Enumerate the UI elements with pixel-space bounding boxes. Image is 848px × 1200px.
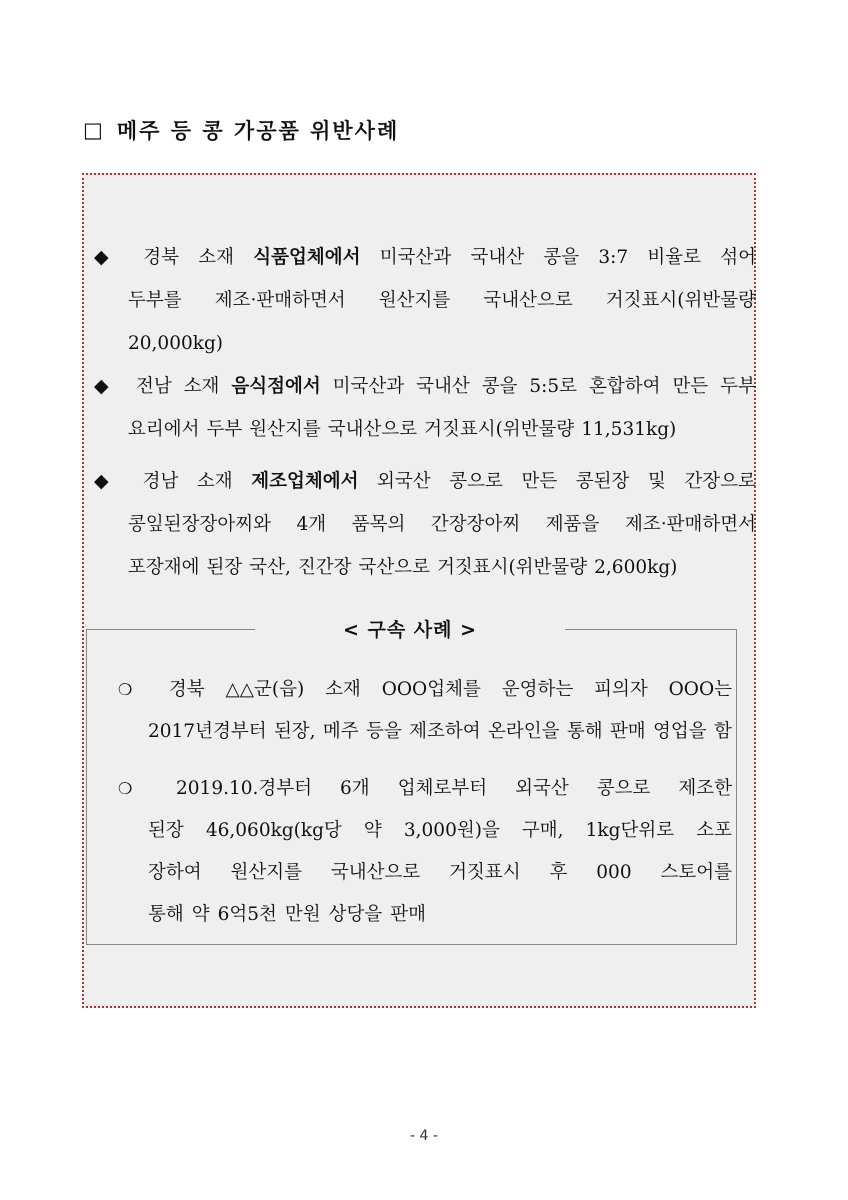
arrest-word: 콩으로 — [596, 778, 651, 799]
arrest-word: 장하여 — [148, 862, 202, 883]
arrest-word: OOO업체를 — [381, 679, 481, 700]
case-word: 11,531kg) — [581, 419, 677, 440]
arrest-word: 외국산 — [515, 778, 569, 799]
case-word: 콩잎된장장아찌와 — [128, 514, 271, 535]
arrest-word: 판매 — [390, 904, 427, 925]
violation-case — [94, 365, 756, 451]
case-word: 제품을 — [545, 514, 600, 535]
arrest-word: 통해 — [148, 904, 184, 925]
case-word: 된장 — [206, 557, 243, 578]
violation-case — [94, 236, 756, 365]
arrest-word: 제조한 — [678, 778, 732, 799]
arrest-word: 46,060kg(kg당 — [205, 820, 342, 841]
case-word: 20,000kg) — [128, 333, 224, 354]
case-word: 두부를 — [128, 290, 182, 311]
arrest-word: △△군(읍) — [225, 679, 305, 700]
page-number: - 4 - — [410, 1128, 438, 1144]
arrest-word: 소재 — [325, 679, 361, 700]
case-word: 원산지를 — [249, 419, 321, 440]
arrest-word: 영업을 — [653, 721, 707, 742]
arrest-line — [118, 852, 732, 894]
case-word: 3:7 — [598, 247, 629, 268]
arrest-word: 된장 — [148, 820, 184, 841]
case-word: 5:5로 — [529, 376, 578, 397]
case-word: 간장으로 — [684, 471, 756, 492]
case-word: 전남 — [135, 376, 172, 397]
arrest-case — [118, 768, 732, 936]
arrest-case — [118, 669, 732, 753]
case-line — [94, 236, 756, 279]
arrest-word: 상당을 — [328, 904, 383, 925]
case-word: 거짓표시(위반물량 — [424, 419, 575, 440]
case-word: 2,600kg) — [594, 557, 678, 578]
case-word: 거짓표시(위반물량 — [605, 290, 756, 311]
arrest-line — [118, 810, 732, 852]
case-word: 음식점에서 — [231, 376, 321, 397]
arrest-line — [118, 669, 732, 711]
arrest-line — [118, 768, 732, 810]
arrest-word: 운영하는 — [501, 679, 574, 700]
case-word: 비율로 — [647, 247, 701, 268]
case-word: 소재 — [183, 376, 220, 397]
case-word: 식품업체에서 — [253, 247, 361, 268]
case-word: 포장재에 — [128, 557, 200, 578]
case-line — [94, 279, 756, 322]
case-word: 요리에서 — [128, 419, 200, 440]
checkbox-square-icon: □ — [83, 118, 105, 142]
arrest-word: 2019.10.경부터 — [176, 778, 313, 799]
case-word: 제조·판매하면서 — [624, 514, 756, 535]
arrest-word: 거짓표시 — [449, 862, 521, 883]
case-word: 경북 — [143, 247, 179, 268]
circle-bullet-icon: ❍ — [118, 779, 133, 798]
case-word: 두부 — [720, 376, 756, 397]
case-word: 소재 — [198, 247, 234, 268]
arrest-word: 3,000원)을 — [403, 820, 500, 841]
case-word: 국산으로 — [358, 557, 430, 578]
case-word: 제조·판매하면서 — [214, 290, 346, 311]
case-word: 국내산으로 — [483, 290, 573, 311]
arrest-word: 000 — [596, 862, 632, 883]
arrest-word: 만원 — [284, 904, 321, 925]
arrest-line — [118, 894, 732, 936]
case-word: 국내산으로 — [327, 419, 418, 440]
case-word: 품목의 — [351, 514, 406, 535]
arrest-word: 1kg단위로 — [585, 820, 675, 841]
section-title: 메주 등 콩 가공품 위반사례 — [116, 119, 400, 143]
case-word: 섞어 — [720, 247, 756, 268]
case-word: 미국산과 — [379, 247, 452, 268]
arrest-word: 구매, — [521, 820, 564, 841]
case-line — [94, 365, 756, 408]
arrest-cases-title: < 구속 사례 > — [255, 612, 565, 648]
arrest-word: 온라인을 — [487, 721, 560, 742]
case-word: 혼합하여 — [589, 376, 661, 397]
diamond-bullet-icon: ◆ — [94, 470, 109, 492]
arrest-word: 된장, — [273, 721, 316, 742]
case-line — [94, 408, 756, 451]
section-heading — [83, 112, 399, 148]
case-word: 국내산 — [470, 247, 525, 268]
case-word: 소재 — [196, 471, 233, 492]
arrest-word: 제조하여 — [409, 721, 481, 742]
case-word: 국산, — [249, 557, 291, 578]
case-line — [94, 503, 756, 546]
case-word: 두부 — [206, 419, 243, 440]
arrest-word: 소포 — [696, 820, 732, 841]
case-word: 콩을 — [543, 247, 580, 268]
case-word: 제조업체에서 — [251, 471, 359, 492]
case-line — [94, 546, 756, 589]
arrest-word: 국내산으로 — [330, 862, 421, 883]
arrest-word: 6개 — [340, 778, 370, 799]
arrest-word: 스토어를 — [660, 862, 732, 883]
diamond-bullet-icon: ◆ — [94, 246, 109, 268]
arrest-word: 2017년경부터 — [148, 721, 267, 742]
case-word: 외국산 — [377, 471, 431, 492]
arrest-word: OOO는 — [668, 679, 732, 700]
arrest-line — [118, 711, 732, 753]
case-word: 콩으로 — [449, 471, 503, 492]
arrest-word: 피의자 — [594, 679, 648, 700]
arrest-word: 판매 — [609, 721, 646, 742]
violation-case — [94, 460, 756, 589]
arrest-word: 원산지를 — [230, 862, 302, 883]
case-line — [94, 322, 756, 365]
case-word: 및 — [647, 471, 666, 492]
case-word: 만든 — [521, 471, 558, 492]
arrest-word: 약 — [191, 904, 210, 925]
diamond-bullet-icon: ◆ — [94, 375, 109, 397]
case-word: 만든 — [672, 376, 709, 397]
arrest-word: 업체로부터 — [397, 778, 488, 799]
case-word: 진간장 — [297, 557, 352, 578]
case-word: 거짓표시(위반물량 — [436, 557, 588, 578]
case-word: 4개 — [296, 514, 327, 535]
circle-bullet-icon: ❍ — [118, 680, 133, 699]
case-word: 국내산 — [416, 376, 470, 397]
arrest-word: 메주 — [322, 721, 359, 742]
arrest-word: 통해 — [566, 721, 603, 742]
case-word: 미국산과 — [332, 376, 405, 397]
case-word: 콩된장 — [575, 471, 630, 492]
arrest-word: 6억5천 — [217, 904, 277, 925]
case-word: 경남 — [142, 471, 179, 492]
arrest-word: 경북 — [168, 679, 205, 700]
case-word: 간장장아찌 — [430, 514, 521, 535]
arrest-word: 후 — [549, 862, 568, 883]
arrest-word: 약 — [363, 820, 382, 841]
case-word: 콩을 — [481, 376, 518, 397]
case-line — [94, 460, 756, 503]
arrest-word: 함 — [714, 721, 732, 742]
case-word: 원산지를 — [378, 290, 451, 311]
arrest-word: 등을 — [366, 721, 402, 742]
